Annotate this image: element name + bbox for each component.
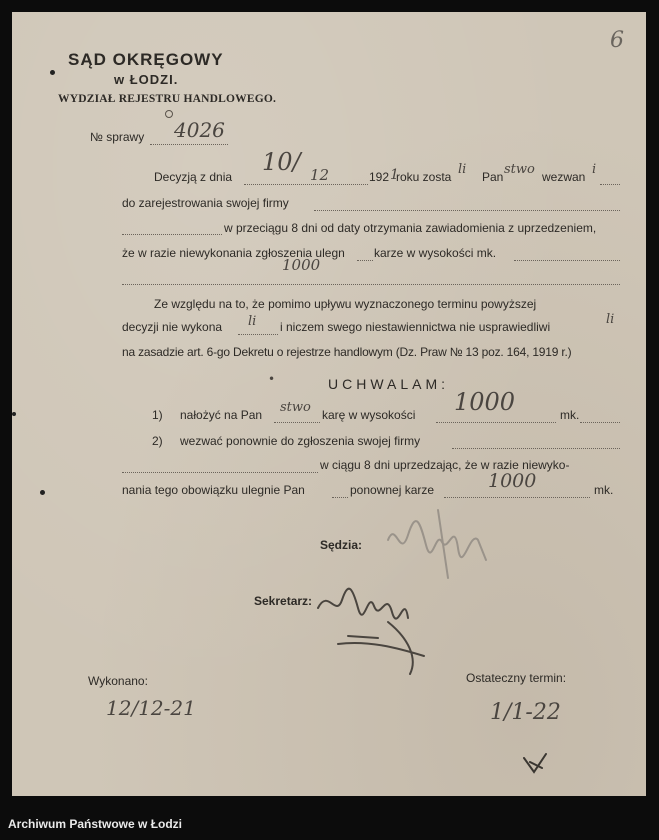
case-number-label: № sprawy — [90, 130, 145, 144]
reasoning-line-2a: decyzji nie wykona — [122, 320, 223, 334]
decision-pan: Pan — [482, 170, 504, 184]
suffix-line — [357, 260, 373, 261]
judge-label: Sędzia: — [320, 538, 363, 552]
decision-date-label: Decyzją z dnia — [154, 170, 233, 184]
archive-caption: Archiwum Państwowe w Łodzi — [8, 817, 183, 831]
penalty-amount-label: karze w wysokości mk. — [374, 246, 497, 260]
item-1-line-a — [274, 422, 320, 423]
binder-hole — [50, 70, 55, 75]
binder-hole — [40, 490, 45, 495]
firm-line — [314, 210, 620, 211]
item-2-amount: 1000 — [488, 470, 537, 492]
item-1-number: 1) — [152, 408, 163, 422]
case-number-line — [150, 144, 228, 145]
item-1-amount: 1000 — [454, 388, 516, 416]
binder-hole — [12, 412, 16, 416]
item-1-text-b: karę w wysokości — [322, 408, 416, 422]
deadline-text: w przeciągu 8 dni od daty otrzymania zawiadomienia z uprzedzeniem, — [224, 221, 597, 235]
decision-year-printed: 192 — [369, 170, 390, 184]
item-1-unit: mk. — [560, 408, 580, 422]
secretary-signature — [308, 578, 458, 678]
penalty-amount-1: 1000 — [282, 256, 321, 274]
reasoning-line-2b: i niczem swego niestawiennictwa nie usprawiedliwi — [280, 320, 551, 334]
reasoning-line-3: na zasadzie art. 6-go Dekretu o rejestrze handlowym (Dz. Praw № 13 poz. 164, 1919 r.) — [122, 345, 572, 359]
executed-label: Wykonano: — [88, 674, 148, 688]
decision-text: roku zosta — [396, 170, 452, 184]
court-name: SĄD OKRĘGOWY — [68, 50, 224, 69]
deadline-label: Ostateczny termin: — [466, 671, 567, 685]
deadline-date: 1/1-22 — [490, 700, 561, 725]
item-2-pan-line — [332, 497, 348, 498]
item-2-amount-line — [444, 497, 590, 498]
resolution-heading: UCHWALAM: — [328, 376, 450, 392]
date-line — [244, 184, 368, 185]
reasoning-suffix-1: li — [248, 314, 257, 329]
executed-date: 12/12-21 — [106, 696, 196, 720]
department-name: WYDZIAŁ REJESTRU HANDLOWEGO. — [58, 93, 277, 105]
mark-tick: • — [268, 372, 276, 386]
page-number: 6 — [610, 28, 624, 53]
item-2-text-c: nania tego obowiązku ulegnie Pan — [122, 483, 305, 497]
item-1-text-a: nałożyć na Pan — [180, 408, 263, 422]
item-2-lead-line — [122, 472, 318, 473]
lead-line — [122, 234, 222, 235]
decision-suffix-li: li — [458, 162, 467, 177]
item-1-end-line — [580, 422, 620, 423]
decision-pan-hand: stwo — [504, 162, 535, 177]
decision-day: 10/ — [262, 148, 301, 176]
decision-month: 12 — [310, 166, 330, 184]
item-2-text-d: ponownej karze — [350, 483, 435, 497]
decision-year-hand: 1 — [390, 167, 399, 183]
case-number: 4026 — [174, 118, 225, 142]
item-1-amount-line — [436, 422, 556, 423]
reasoning-suffix-line-1 — [238, 334, 278, 335]
court-city: w ŁODZI. — [114, 72, 179, 87]
item-2-text-a: wezwać ponownie do zgłoszenia swojej firmy — [180, 434, 421, 448]
decision-called: wezwan — [542, 170, 586, 184]
check-mark — [520, 748, 550, 778]
secretary-label: Sekretarz: — [254, 594, 313, 608]
item-2-number: 2) — [152, 434, 163, 448]
hole-mark — [165, 110, 173, 118]
line-end — [600, 184, 620, 185]
blank-line — [122, 284, 620, 285]
decision-suffix-i: i — [592, 162, 597, 177]
item-2-text-b: w ciągu 8 dni uprzedzając, że w razie niewyko- — [320, 458, 570, 472]
reasoning-suffix-2: li — [606, 312, 615, 327]
judge-signature — [378, 500, 498, 580]
item-2-unit: mk. — [594, 483, 614, 497]
document-page — [12, 12, 646, 796]
register-firm-text: do zarejestrowania swojej firmy — [122, 196, 289, 210]
item-1-pan-hand: stwo — [280, 400, 311, 415]
amount-line — [514, 260, 620, 261]
item-2-firm-line — [452, 448, 620, 449]
penalty-warning-text: że w razie niewykonania zgłoszenia ulegn — [122, 246, 345, 260]
reasoning-line-1: Ze względu na to, że pomimo upływu wyznaczonego terminu powyższej — [154, 297, 537, 311]
